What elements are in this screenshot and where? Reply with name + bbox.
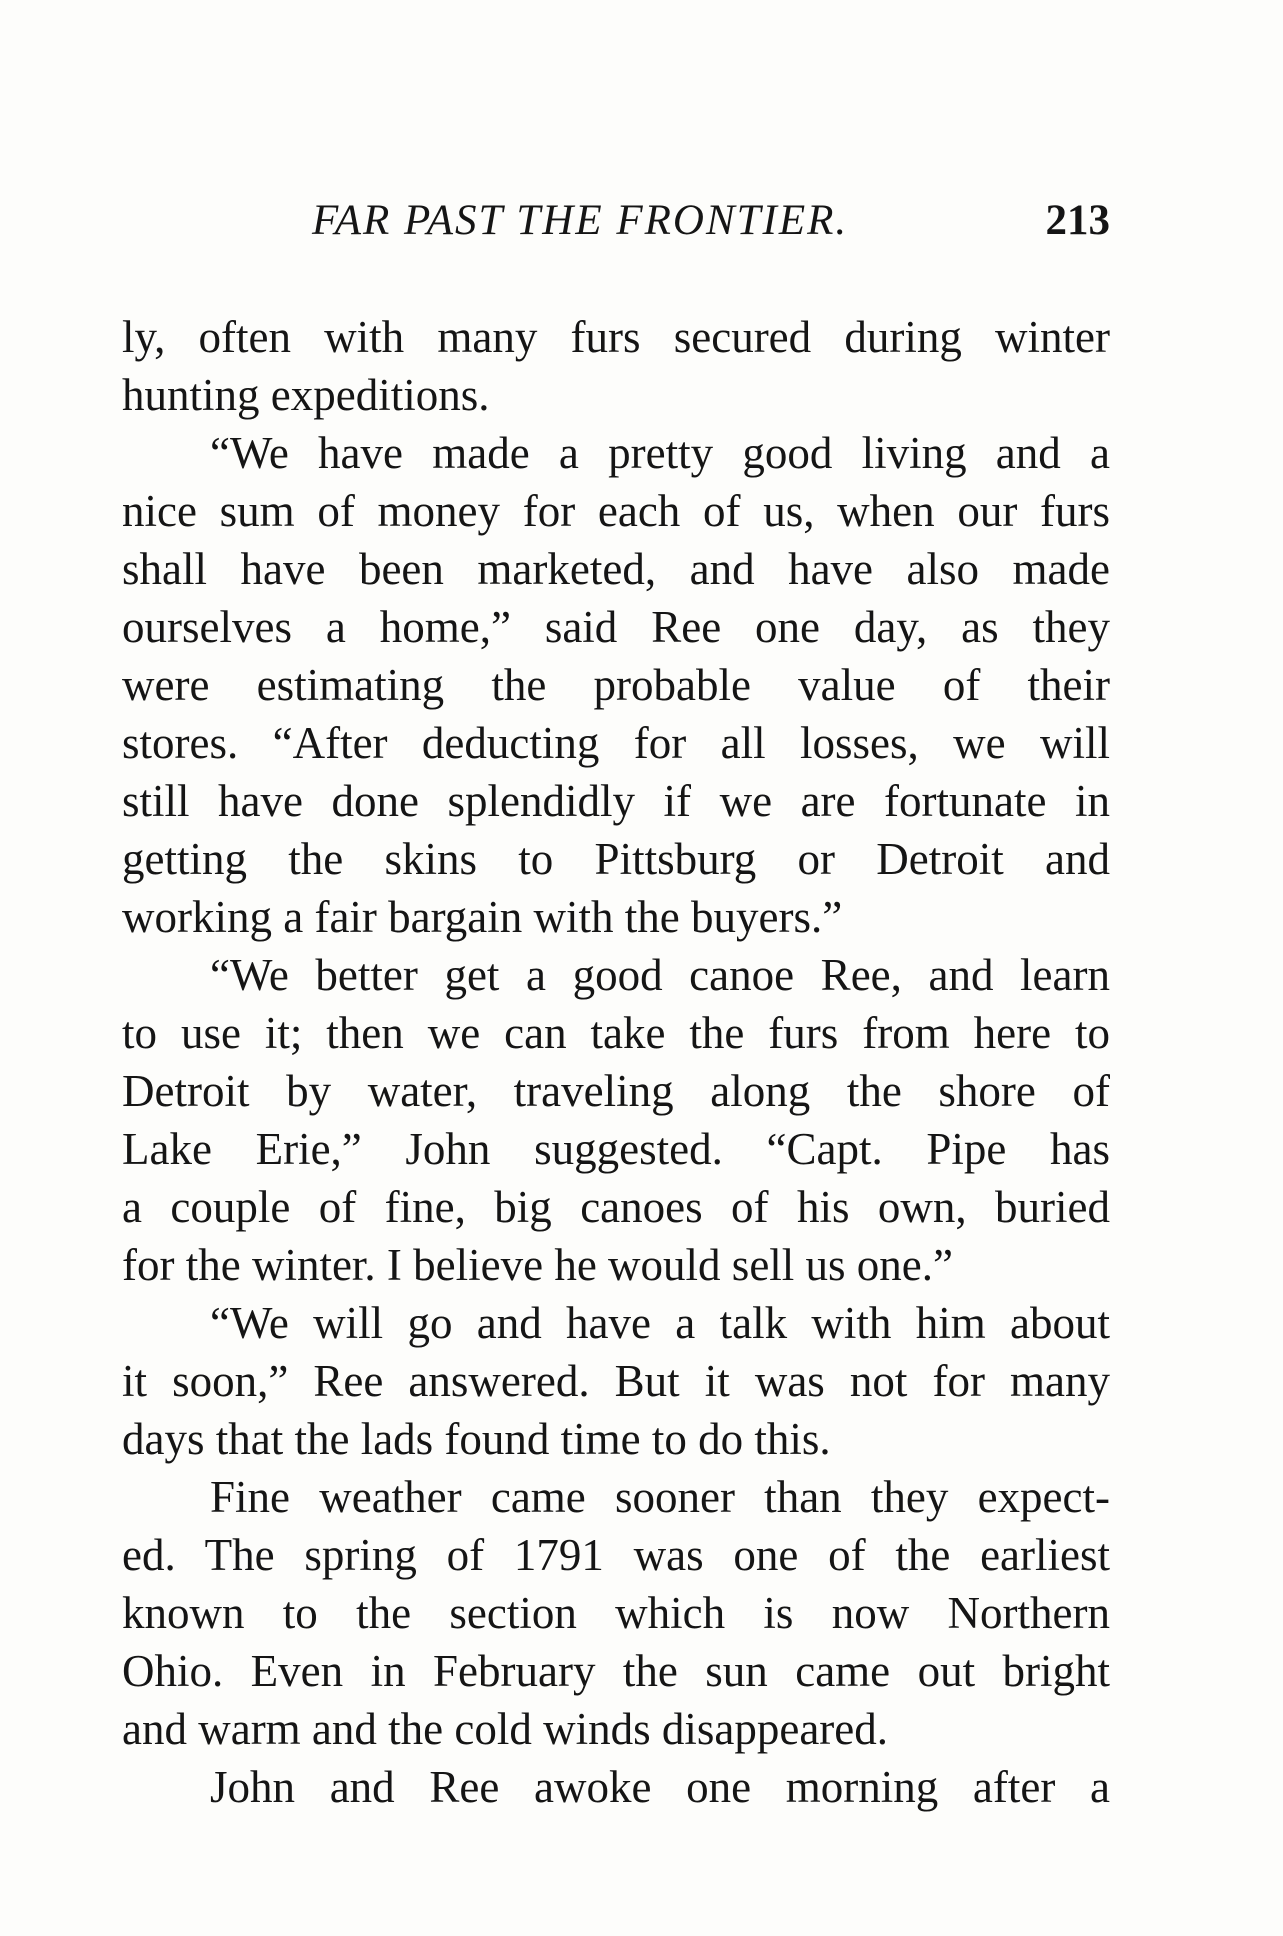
- text-line: it soon,” Ree answered. But it was not for many: [122, 1356, 1110, 1406]
- text-line: working a fair bargain with the buyers.”: [122, 892, 843, 942]
- text-line: Detroit by water, traveling along the shore of: [122, 1066, 1110, 1116]
- text-line: shall have been marketed, and have also made: [122, 544, 1110, 594]
- text-line: still have done splendidly if we are fortunate in: [122, 776, 1110, 826]
- text-line: getting the skins to Pittsburg or Detroit and: [122, 834, 1110, 884]
- text-line: nice sum of money for each of us, when our furs: [122, 486, 1110, 536]
- text-line: and warm and the cold winds disappeared.: [122, 1704, 889, 1754]
- text-line: hunting expeditions.: [122, 370, 490, 420]
- text-line: to use it; then we can take the furs from here to: [122, 1008, 1110, 1058]
- text-line: ed. The spring of 1791 was one of the earliest: [122, 1530, 1110, 1580]
- text-line: Fine weather came sooner than they expect-: [210, 1472, 1110, 1522]
- body-text: [122, 308, 1110, 1816]
- text-line: ly, often with many furs secured during winter: [122, 312, 1110, 362]
- text-line: stores. “After deducting for all losses, we will: [122, 718, 1110, 768]
- text-line: known to the section which is now Northern: [122, 1588, 1110, 1638]
- text-line: a couple of fine, big canoes of his own, buried: [122, 1182, 1110, 1232]
- text-line: Lake Erie,” John suggested. “Capt. Pipe has: [122, 1124, 1110, 1174]
- page-number: 213: [1045, 197, 1110, 244]
- text-line: “We have made a pretty good living and a: [210, 428, 1110, 478]
- text-line: were estimating the probable value of their: [122, 660, 1110, 710]
- text-line: “We better get a good canoe Ree, and learn: [210, 950, 1110, 1000]
- text-line: Ohio. Even in February the sun came out bright: [122, 1646, 1110, 1696]
- page-header: [122, 196, 1110, 256]
- text-line: days that the lads found time to do this.: [122, 1414, 831, 1464]
- text-line: “We will go and have a talk with him about: [210, 1298, 1110, 1348]
- running-title: FAR PAST THE FRONTIER.: [312, 197, 849, 244]
- text-line: for the winter. I believe he would sell us one.”: [122, 1240, 954, 1290]
- text-line: John and Ree awoke one morning after a: [210, 1762, 1110, 1812]
- text-line: ourselves a home,” said Ree one day, as they: [122, 602, 1110, 652]
